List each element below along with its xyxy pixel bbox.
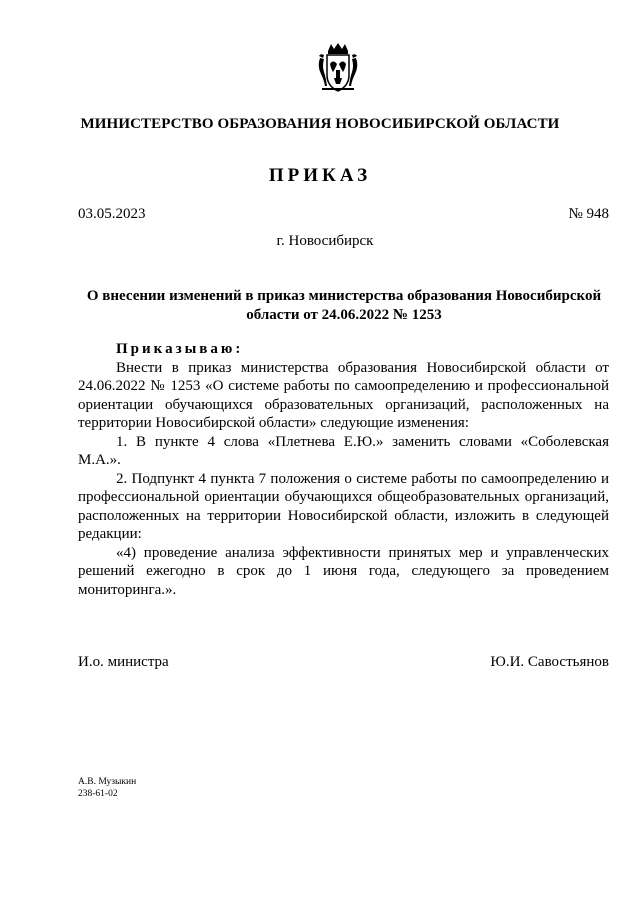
order-word: Приказываю:: [116, 341, 244, 357]
ministry-name: МИНИСТЕРСТВО ОБРАЗОВАНИЯ НОВОСИБИРСКОЙ ОБЛАСТИ: [80, 116, 560, 132]
executor-name: А.В. Музыкин: [78, 777, 137, 787]
body-paragraph: «4) проведение анализа эффективности принятых мер и управленческих решений ежегодно в срок до 1 июня года, следующего за проведением мониторинга.».: [78, 544, 609, 598]
signatory-name: Ю.И. Савостьянов: [490, 654, 609, 670]
document-subject: О внесении изменений в приказ министерства образования Новосибирской области от 24.06.2022 № 1253: [86, 288, 602, 323]
body-paragraph: 2. Подпункт 4 пункта 7 положения о системе работы по самоопределению и профессиональной ориентации обучающихся общеобразовательных организаций, расположенных на территории Новосибирской области, изложить в следующей редакции:: [78, 470, 609, 542]
document-type-title: ПРИКАЗ: [268, 165, 372, 186]
executor-info: [78, 776, 136, 800]
signatory-title: И.о. министра: [78, 654, 169, 670]
document-date: 03.05.2023: [78, 206, 146, 222]
document-number: № 948: [568, 206, 609, 222]
body-paragraph: Внести в приказ министерства образования Новосибирской области от 24.06.2022 № 1253 «О системе работы по самоопределению и профессиональной ориентации обучающихся образовательных организаций, расположенных на территории Новосибирской области» следующие изменения:: [78, 359, 609, 431]
executor-phone: 238-61-02: [78, 789, 118, 799]
body-paragraph: 1. В пункте 4 слова «Плетнева Е.Ю.» заменить словами «Соболевская М.А.».: [78, 433, 609, 468]
document-city: г. Новосибирск: [276, 233, 374, 249]
novosibirsk-coat-of-arms-icon: [316, 42, 360, 94]
document-body: [78, 340, 609, 599]
